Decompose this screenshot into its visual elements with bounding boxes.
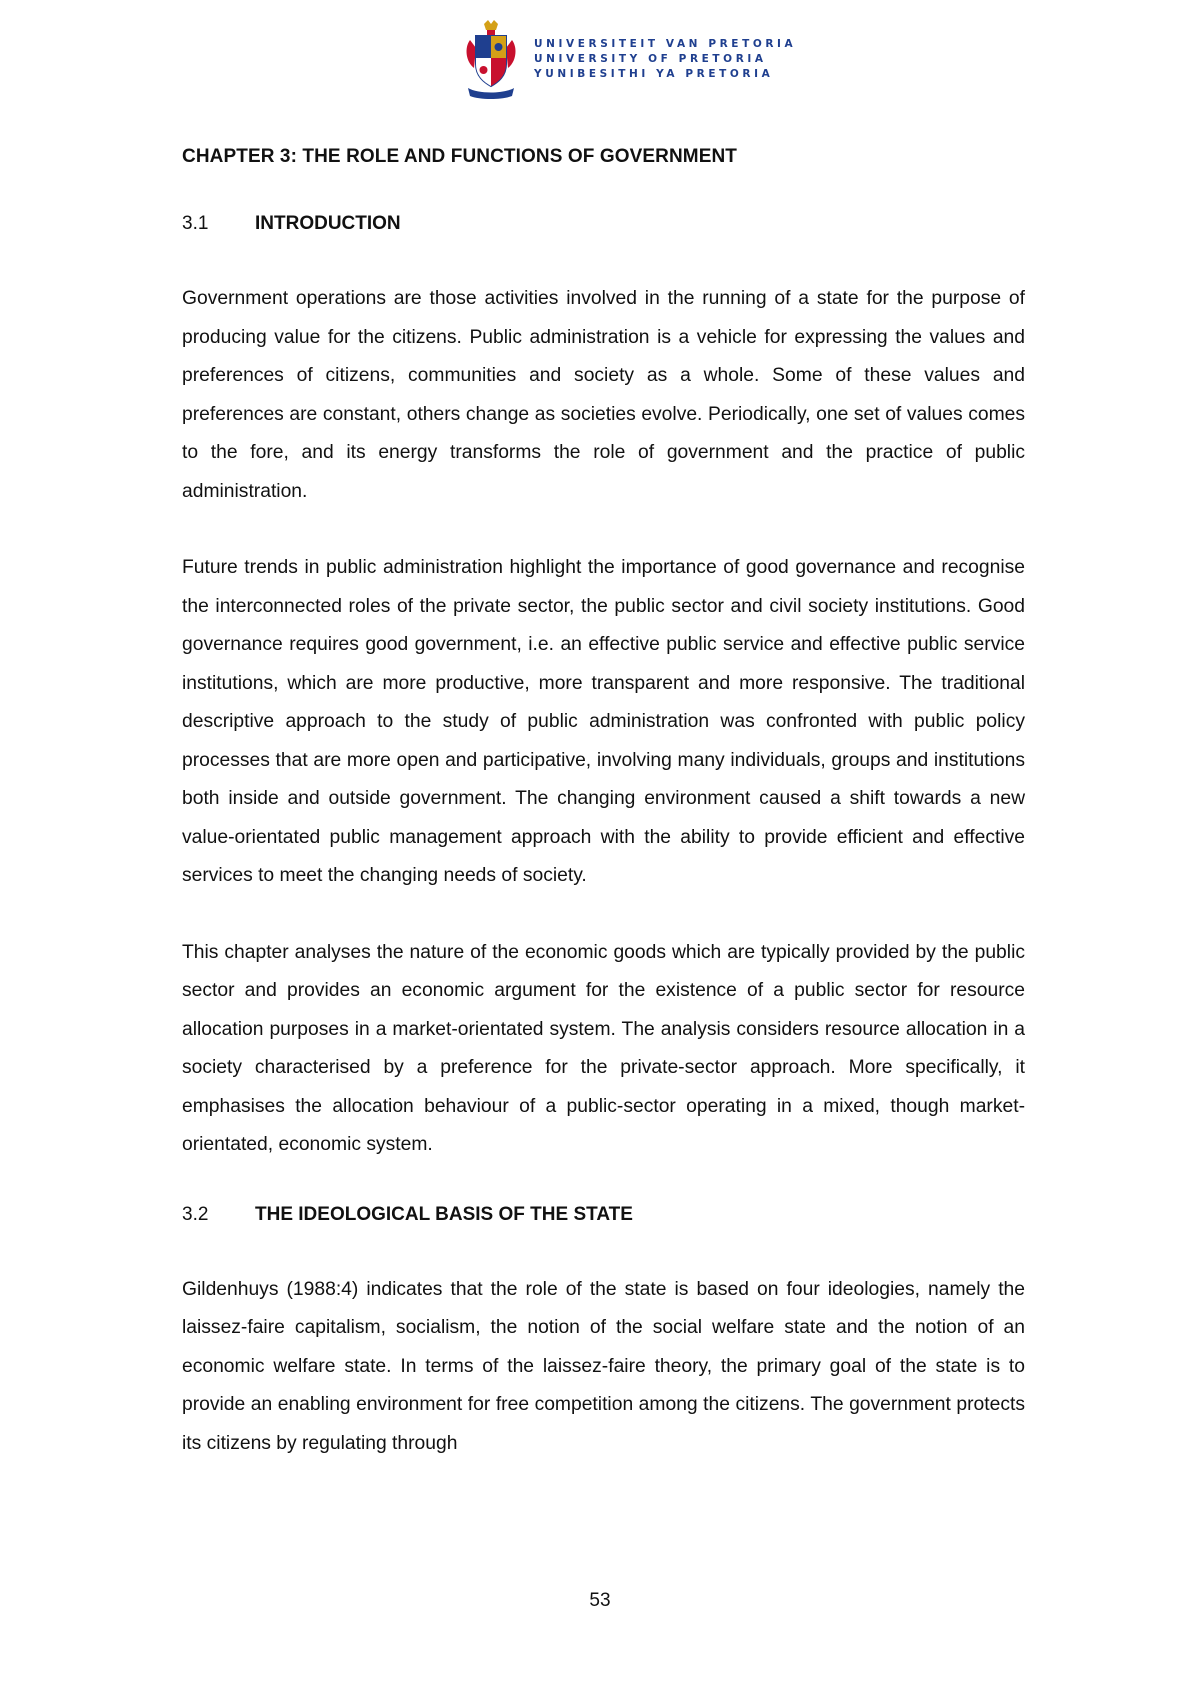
university-header [462,18,797,100]
section-heading-introduction [182,212,1025,236]
section-heading-ideological-basis [182,1203,1025,1227]
section-title: INTRODUCTION [255,213,401,234]
section-number: 3.1 [182,213,209,234]
university-names [534,39,796,80]
university-crest-icon [462,18,520,100]
page-number: 53 [589,1590,611,1611]
section-number: 3.2 [182,1203,209,1225]
university-name-sepedi: YUNIBESITHI YA PRETORIA [534,67,774,80]
paragraph: Government operations are those activities involved in the running of a state for the purpose of producing value for the citizens. Public administration is a vehicle for expressing the values and preferences of citizens, communities and society as a whole. Some of these values and preferences are constant, others change as societies evolve. Periodically, one set of values comes to the fore, and its energy transforms the role of government and the practice of public administration. [182,288,1025,502]
paragraph: This chapter analyses the nature of the economic goods which are typically provided by the public sector and provides an economic argument for the existence of a public sector for resource allocation purposes in a market-orientated system. The analysis considers resource allocation in a society characterised by a preference for the private-sector approach. More specifically, it emphasises the allocation behaviour of a public-sector operating in a mixed, though market-orientated, economic system. [182,941,1025,1155]
paragraph: Gildenhuys (1988:4) indicates that the role of the state is based on four ideologies, namely the laissez-faire capitalism, socialism, the notion of the social welfare state and the notion of an economic welfare state. In terms of the laissez-faire theory, the primary goal of the state is to provide an enabling environment for free competition among the citizens. The government protects its citizens by regulating through [182,1278,1025,1454]
university-name-afrikaans: UNIVERSITEIT VAN PRETORIA [534,37,797,50]
paragraph: Future trends in public administration highlight the importance of good governance and recognise the interconnected roles of the private sector, the public sector and civil society institutions. Good governance requires good government, i.e. an effective public service and effective public service institutions, which are more productive, more transparent and more responsive. The traditional descriptive approach to the study of public administration was confronted with public policy processes that are more open and participative, involving many individuals, groups and institutions both inside and outside government. The changing environment caused a shift towards a new value-orientated public management approach with the ability to provide efficient and effective services to meet the changing needs of society. [182,557,1025,886]
chapter-title: CHAPTER 3: THE ROLE AND FUNCTIONS OF GOVERNMENT [182,146,738,167]
section-title: THE IDEOLOGICAL BASIS OF THE STATE [255,1203,633,1225]
document-body [182,145,1025,1463]
university-name-english: UNIVERSITY OF PRETORIA [534,52,767,65]
